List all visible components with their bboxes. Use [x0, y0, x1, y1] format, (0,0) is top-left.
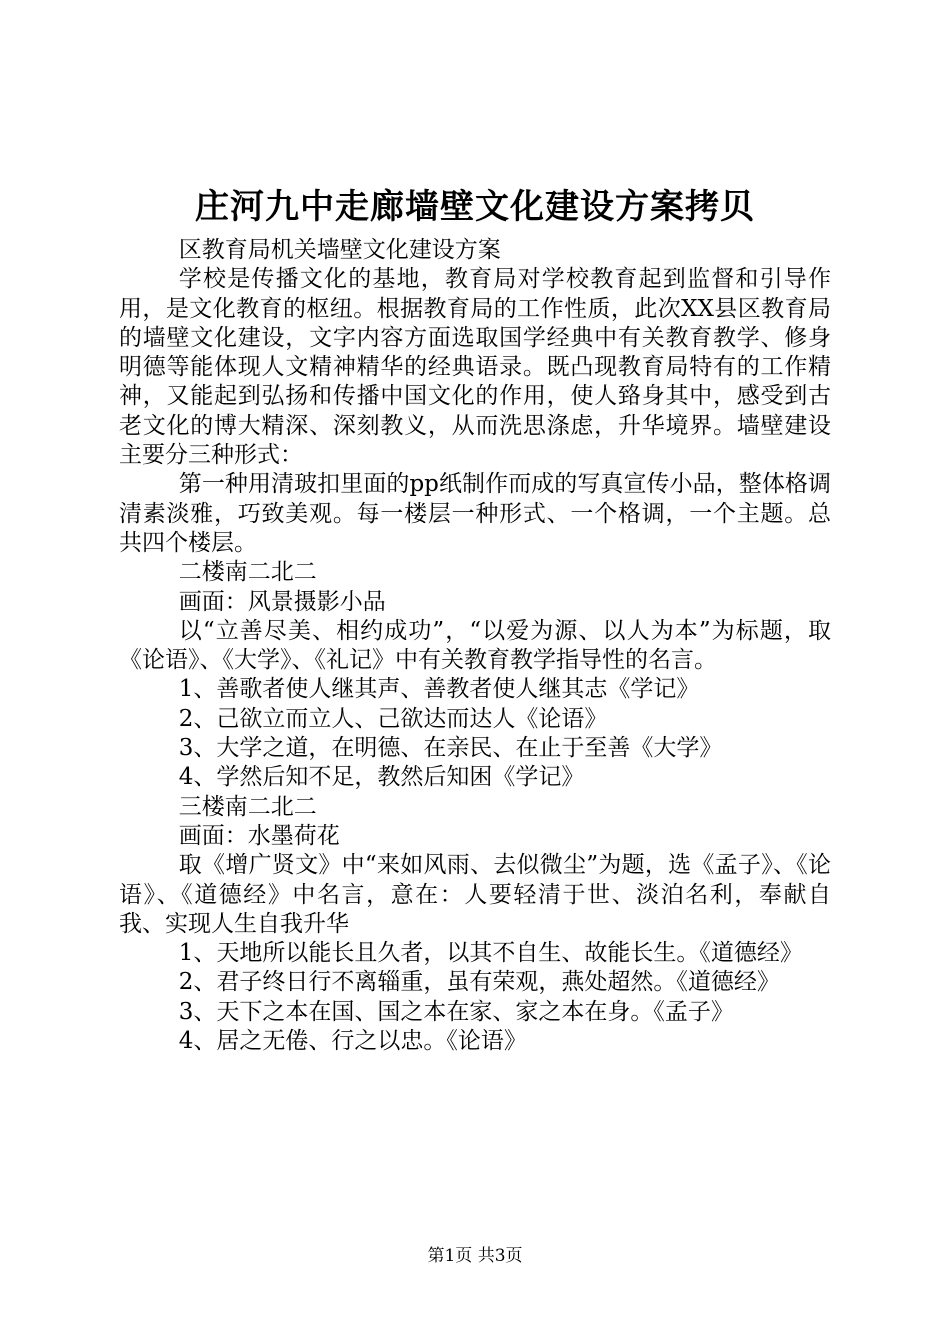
document-title: 庄河九中走廊墙壁文化建设方案拷贝 — [195, 187, 755, 227]
list-item: 4、居之无倦、行之以忠。《论语》 — [178, 1028, 527, 1055]
paragraph: 以“立善尽美、相约成功”，“以爱为源、以人为本”为标题，取《论语》、《大学》、《礼记》中有关教育教学指导性的名言。 — [119, 617, 831, 674]
list-item: 2、君子终日行不离辎重，虽有荣观，燕处超然。《道德经》 — [178, 969, 780, 996]
paragraph-heading: 区教育局机关墙壁文化建设方案 — [178, 237, 501, 263]
list-item: 3、大学之道，在明德、在亲民、在止于至善《大学》 — [178, 735, 723, 762]
paragraph: 三楼南二北二 — [178, 793, 317, 820]
paragraph: 画面：水墨荷花 — [178, 822, 340, 849]
paragraph: 取《增广贤文》中“来如风雨、去似微尘”为题，选《孟子》、《论语》、《道德经》中名言，意在：人要轻清于世、淡泊名利，奉献自我、实现人生自我升华 — [119, 852, 831, 937]
paragraph: 第一种用清玻扣里面的pp纸制作而成的写真宣传小品，整体格调清素淡雅，巧致美观。每一楼层一种形式、一个格调，一个主题。总共四个楼层。 — [119, 471, 831, 556]
document-body — [119, 236, 831, 1056]
page-number-footer: 第1页 共3页 — [427, 1246, 523, 1266]
paragraph: 二楼南二北二 — [178, 559, 317, 586]
paragraph: 学校是传播文化的基地，教育局对学校教育起到监督和引导作用，是文化教育的枢纽。根据教育局的工作性质，此次XX县区教育局的墙壁文化建设，文字内容方面选取国学经典中有关教育教学、修身明德等能体现人文精神精华的经典语录。既凸现教育局特有的工作精神，又能起到弘扬和传播中国文化的作用，使人臵身其中，感受到古老文化的博大精深、深刻教义，从而洗思涤虑，升华境界。墙壁建设主要分三种形式： — [119, 266, 831, 469]
list-item: 4、学然后知不足，教然后知困《学记》 — [178, 764, 585, 791]
list-item: 3、天下之本在国、国之本在家、家之本在身。《孟子》 — [178, 998, 734, 1025]
list-item: 1、善歌者使人继其声、善教者使人继其志《学记》 — [178, 676, 700, 703]
paragraph: 画面：风景摄影小品 — [178, 588, 386, 615]
list-item: 2、己欲立而立人、己欲达而达人《论语》 — [178, 705, 608, 732]
list-item: 1、天地所以能长且久者，以其不自生、故能长生。《道德经》 — [178, 940, 803, 967]
